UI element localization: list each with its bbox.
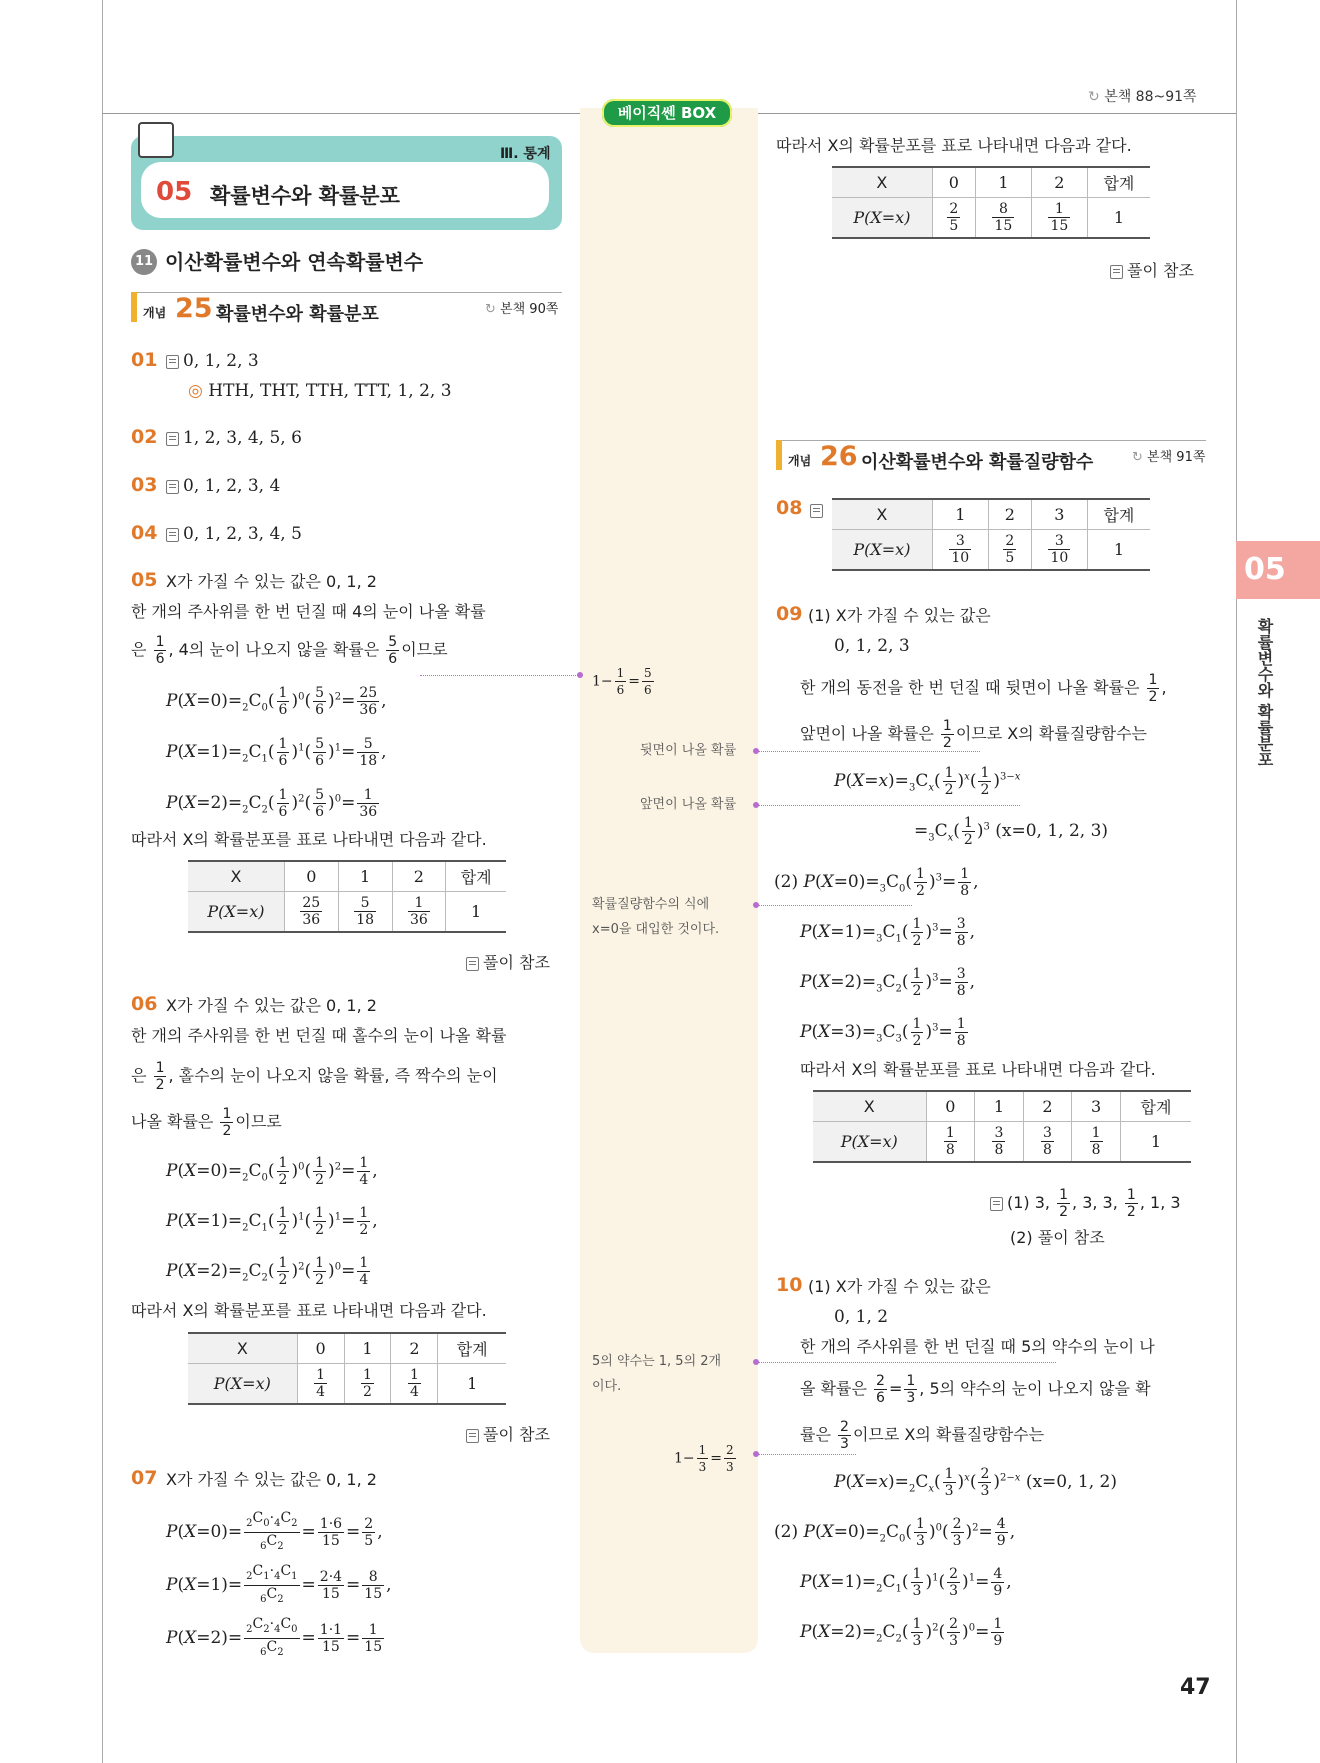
refresh-icon: ↻ [1088,89,1100,105]
q07-answer: 풀이 참조 [1110,258,1194,281]
q05-eq1: $P(X=1)=_2C_1$( $\frac{1}{6}$ )$^1$( $\frac{5}{6}$ )$^1$= $\frac{5}{18}$ , [166,736,387,769]
q01-number: 01 [131,349,158,371]
scroll-icon [138,122,174,158]
leader-line [756,751,980,752]
q10-line5: 률은 $\frac{2}{3}$ 이므로 X의 확률질량함수는 [800,1419,1045,1452]
q05-conclusion: 따라서 X의 확률분포를 표로 나타내면 다음과 같다. [131,830,487,849]
q07-table: X 0 1 2 합계 P(X=x) $\frac{2}{5}$ $\frac{8}{15}$ $\frac{1}{15}$ 1 [832,166,1150,239]
target-icon: ◎ [188,381,203,401]
q09-line1: (1) X가 가질 수 있는 값은 [808,606,991,625]
side-tab-number: 05 [1236,541,1320,599]
chapter-title: 확률변수와 확률분포 [210,184,400,208]
q07-eq0: P(X=0)= $\frac{_2C_0\cdot_4C_2}{_6C_2}$ = $\frac{1\cdot 6}{15}$ = $\frac{2}{5}$ , [166,1510,383,1552]
q02-number: 02 [131,426,158,448]
q09-answer1: (1) 3, $\frac{1}{2}$ , 3, 3, $\frac{1}{2}$ , 1, 3 [990,1187,1181,1220]
q06-eq0: $P(X=0)=_2C_0$( $\frac{1}{2}$ )$^0$( $\frac{1}{2}$ )$^2$= $\frac{1}{4}$ , [166,1155,378,1188]
q05-table: X 0 1 2 합계 P(X=x) $\frac{25}{36}$ $\frac{5}{18}$ $\frac{1}{36}$ 1 [188,860,506,933]
q04-number: 04 [131,522,158,544]
q09-pmf: $P(X=x)=_3C_x$( $\frac{1}{2}$ )$^x$( $\frac{1}{2}$ )$^{3-x}$ [834,765,1021,798]
answer-icon [466,1429,479,1443]
chapter-number: 05 [156,177,193,207]
q09-eq0: (2) $P(X=0)=_3C_0$( $\frac{1}{2}$ )$^3$= $\frac{1}{8}$ , [774,866,979,899]
q07-eq1: P(X=1)= $\frac{_2C_1\cdot_4C_1}{_6C_2}$ = $\frac{2\cdot 4}{15}$ = $\frac{8}{15}$ , [166,1563,392,1605]
q05-line1: X가 가질 수 있는 값은 0, 1, 2 [166,572,377,591]
q04-answer: 0, 1, 2, 3, 4, 5 [166,524,302,544]
concept26-tag: 개념 [788,454,812,468]
q07-number: 07 [131,1467,158,1489]
section-number: 11 [131,249,157,275]
q02-answer: 1, 2, 3, 4, 5, 6 [166,428,302,448]
note-4a: 확률질량함수의 식에 [592,897,710,912]
answer-icon [166,432,179,446]
concept25-tag: 개념 [143,306,167,320]
leader-line [420,675,580,676]
answer-icon [1110,265,1123,279]
note-3: 앞면이 나올 확률 [640,797,737,812]
leader-line [756,1454,856,1455]
q06-table: X 0 1 2 합계 P(X=x) $\frac{1}{4}$ $\frac{1}{2}$ $\frac{1}{4}$ 1 [188,1332,506,1405]
page-ref: ↻ 본책 88~91쪽 [1088,89,1197,105]
answer-icon [990,1197,1003,1211]
side-tab-title: 확률변수와 확률분포 [1255,618,1274,768]
q07-line1: X가 가질 수 있는 값은 0, 1, 2 [166,1470,377,1489]
q06-eq2: $P(X=2)=_2C_2$( $\frac{1}{2}$ )$^2$( $\frac{1}{2}$ )$^0$= $\frac{1}{4}$ [166,1255,369,1288]
note-2: 뒷면이 나올 확률 [640,743,737,758]
note-5b: 이다. [592,1379,622,1394]
q10-line3: 한 개의 주사위를 한 번 던질 때 5의 약수의 눈이 나 [800,1337,1155,1356]
q06-line4: 나올 확률은 $\frac{1}{2}$ 이므로 [131,1106,282,1139]
concept26-title: 이산확률변수와 확률질량함수 [861,452,1094,473]
answer-icon [166,528,179,542]
leader-line [756,905,912,906]
q08-answer-icon [810,500,827,520]
right-border [1236,0,1237,1763]
q01-answer: 0, 1, 2, 3 [166,351,259,371]
q10-eq0: (2) $P(X=0)=_2C_0$( $\frac{1}{3}$ )$^0$( $\frac{2}{3}$ )$^2$= $\frac{4}{9}$ , [774,1516,1016,1549]
q09-pmf2: $=_3C_x$( $\frac{1}{2}$ )$^3$ (x=0, 1, 2, 3) [914,815,1109,848]
q09-answer2: (2) 풀이 참조 [1010,1228,1105,1247]
q10-eq2: $P(X=2)=_2C_2$( $\frac{1}{3}$ )$^2$( $\frac{2}{3}$ )$^0$= $\frac{1}{9}$ [800,1616,1003,1649]
q06-line2: 한 개의 주사위를 한 번 던질 때 홀수의 눈이 나올 확률 [131,1026,507,1045]
leader-line [756,1362,1056,1363]
q09-conclusion: 따라서 X의 확률분포를 표로 나타내면 다음과 같다. [800,1060,1156,1079]
unit-label: Ⅲ. 통계 [500,146,551,162]
section-title: 이산확률변수와 연속확률변수 [165,250,424,274]
q10-line1: (1) X가 가질 수 있는 값은 [808,1277,991,1296]
answer-icon [166,480,179,494]
q05-line3: 은 $\frac{1}{6}$ , 4의 눈이 나오지 않을 확률은 $\frac{5}{6}$ 이므로 [131,634,448,667]
refresh-icon: ↻ [1132,450,1143,465]
answer-icon [810,504,823,518]
page-number: 47 [1180,1675,1211,1700]
q05-eq2: $P(X=2)=_2C_2$( $\frac{1}{6}$ )$^2$( $\frac{5}{6}$ )$^0$= $\frac{1}{36}$ [166,787,378,820]
q05-number: 05 [131,569,158,591]
answer-icon [466,957,479,971]
q05-answer: 풀이 참조 [466,950,550,973]
note-6: 1− $\frac{1}{3}$ = $\frac{2}{3}$ [674,1443,734,1474]
q01-answer2: ◎ HTH, THT, TTH, TTT, 1, 2, 3 [188,381,452,401]
q03-answer: 0, 1, 2, 3, 4 [166,476,280,496]
q09-number: 09 [776,603,803,625]
answer-icon [166,355,179,369]
concept25-marker [131,292,137,322]
q08-table: X 1 2 3 합계 P(X=x) $\frac{3}{10}$ $\frac{2}{5}$ $\frac{3}{10}$ 1 [832,498,1150,571]
concept25-title: 확률변수와 확률분포 [216,304,379,325]
q06-eq1: $P(X=1)=_2C_1$( $\frac{1}{2}$ )$^1$( $\frac{1}{2}$ )$^1$= $\frac{1}{2}$ , [166,1205,378,1238]
q10-pmf: $P(X=x)=_2C_x$( $\frac{1}{3}$ )$^x$( $\frac{2}{3}$ )$^{2-x}$ (x=0, 1, 2) [834,1466,1117,1499]
q09-line4: 앞면이 나올 확률은 $\frac{1}{2}$ 이므로 X의 확률질량함수는 [800,718,1147,751]
q06-line1: X가 가질 수 있는 값은 0, 1, 2 [166,996,377,1015]
leader-dot [577,672,583,678]
q09-line2: 0, 1, 2, 3 [834,636,910,656]
margin-column [580,108,758,1653]
note-1: 1− $\frac{1}{6}$ = $\frac{5}{6}$ [592,666,652,697]
q08-number: 08 [776,497,803,519]
q09-eq3: $P(X=3)=_3C_3$( $\frac{1}{2}$ )$^3$= $\frac{1}{8}$ [800,1016,966,1049]
refresh-icon: ↻ [485,302,496,317]
concept25-ref: ↻ 본책 90쪽 [485,302,559,317]
q09-eq2: $P(X=2)=_3C_2$( $\frac{1}{2}$ )$^3$= $\frac{3}{8}$ , [800,966,976,999]
q03-number: 03 [131,474,158,496]
note-4b: x=0을 대입한 것이다. [592,922,720,937]
q06-number: 06 [131,993,158,1015]
q10-number: 10 [776,1274,803,1296]
q06-answer: 풀이 참조 [466,1422,550,1445]
q10-line4: 올 확률은 $\frac{2}{6}$ = $\frac{1}{3}$ , 5의 약수의 눈이 나오지 않을 확 [800,1373,1151,1406]
q09-line3: 한 개의 동전을 한 번 던질 때 뒷면이 나올 확률은 $\frac{1}{2}$ , [800,672,1167,705]
left-border [102,0,103,1763]
q06-conclusion: 따라서 X의 확률분포를 표로 나타내면 다음과 같다. [131,1301,487,1320]
concept26-number: 26 [820,441,858,472]
q10-eq1: $P(X=1)=_2C_1$( $\frac{1}{3}$ )$^1$( $\frac{2}{3}$ )$^1$= $\frac{4}{9}$ , [800,1566,1012,1599]
basic-box-label: 베이직쎈 BOX [602,99,732,127]
q09-eq1: $P(X=1)=_3C_1$( $\frac{1}{2}$ )$^3$= $\frac{3}{8}$ , [800,916,976,949]
note-5a: 5의 약수는 1, 5의 2개 [592,1354,722,1369]
q07-conclusion: 따라서 X의 확률분포를 표로 나타내면 다음과 같다. [776,136,1132,155]
leader-line [756,805,1020,806]
concept25-number: 25 [175,293,213,324]
concept26-marker [776,440,782,470]
q10-line2: 0, 1, 2 [834,1307,889,1327]
q06-line3: 은 $\frac{1}{2}$ , 홀수의 눈이 나오지 않을 확률, 즉 짝수의 눈이 [131,1060,498,1093]
q07-eq2: P(X=2)= $\frac{_2C_2\cdot_4C_0}{_6C_2}$ = $\frac{1\cdot 1}{15}$ = $\frac{1}{15}$ [166,1616,383,1658]
q09-table: X 0 1 2 3 합계 P(X=x) $\frac{1}{8}$ $\frac{3}{8}$ $\frac{3}{8}$ $\frac{1}{8}$ 1 [813,1090,1191,1163]
concept26-ref: ↻ 본책 91쪽 [1132,450,1206,465]
q05-line2: 한 개의 주사위를 한 번 던질 때 4의 눈이 나올 확률 [131,602,486,621]
q05-eq0: $P(X=0)=_2C_0$( $\frac{1}{6}$ )$^0$( $\frac{5}{6}$ )$^2$= $\frac{25}{36}$ , [166,685,387,718]
